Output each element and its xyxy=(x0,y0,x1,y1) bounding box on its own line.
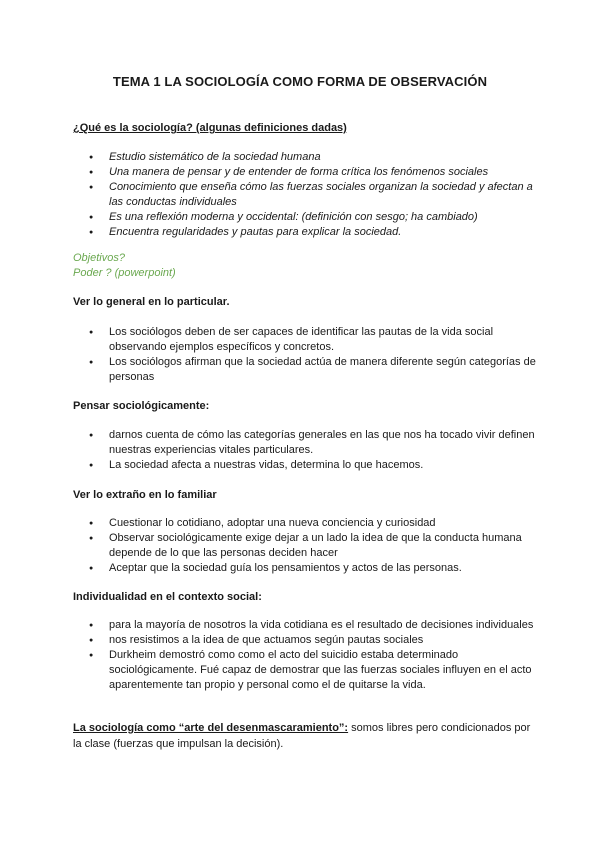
list-item: ● Los sociólogos deben de ser capaces de identificar las pautas de la vida social observando ejemplos específicos y concretos. xyxy=(73,325,543,355)
list-item: ● Encuentra regularidades y pautas para explicar la sociedad. xyxy=(73,225,543,240)
list-item: ● Es una reflexión moderna y occidental: (definición con sesgo; ha cambiado) xyxy=(73,210,543,225)
unmasking-paragraph xyxy=(73,720,533,752)
unmasking-lead: La sociología como “arte del desenmascaramiento”: xyxy=(73,722,349,734)
list-item: ● Conocimiento que enseña cómo las fuerzas sociales organizan la sociedad y afectan a las conductas individuales xyxy=(73,180,543,210)
unmasking-rest: somos libres pero condicionados por la clase (fuerzas que impulsan la decisión). xyxy=(73,722,531,750)
strange-heading: Ver lo extraño en lo familiar xyxy=(73,489,217,501)
definitions-list xyxy=(73,150,543,240)
list-item: ● para la mayoría de nosotros la vida cotidiana es el resultado de decisiones individuales xyxy=(73,618,543,633)
list-item: ● Estudio sistemático de la sociedad humana xyxy=(73,150,543,165)
individuality-heading: Individualidad en el contexto social: xyxy=(73,591,262,603)
thinking-list xyxy=(73,428,543,473)
list-item: ● Una manera de pensar y de entender de forma crítica los fenómenos sociales xyxy=(73,165,543,180)
note-objectives: Objetivos? xyxy=(73,252,125,264)
note-power: Poder ? (powerpoint) xyxy=(73,267,176,279)
page-title: TEMA 1 LA SOCIOLOGÍA COMO FORMA DE OBSERVACIÓN xyxy=(112,74,488,89)
strange-list xyxy=(73,516,543,576)
list-item: ● darnos cuenta de cómo las categorías generales en las que nos ha tocado vivir definen nuestras experiencias vitales particulares. xyxy=(73,428,543,458)
list-item: ● La sociedad afecta a nuestras vidas, determina lo que hacemos. xyxy=(73,458,543,473)
definitions-heading: ¿Qué es la sociología? (algunas definiciones dadas) xyxy=(73,122,347,134)
general-list xyxy=(73,325,543,385)
list-item: ● Cuestionar lo cotidiano, adoptar una nueva conciencia y curiosidad xyxy=(73,516,543,531)
list-item: ● Durkheim demostró como como el acto del suicidio estaba determinado sociológicamente. Fué capaz de demostrar que las fuerzas sociales influyen en el acto aparentemente tan propio y personal como el de quitarse la vida. xyxy=(73,648,543,693)
general-heading: Ver lo general en lo particular. xyxy=(73,296,230,308)
individuality-list xyxy=(73,618,543,693)
list-item: ● Los sociólogos afirman que la sociedad actúa de manera diferente según categorías de personas xyxy=(73,355,543,385)
list-item: ● nos resistimos a la idea de que actuamos según pautas sociales xyxy=(73,633,543,648)
thinking-heading: Pensar sociológicamente: xyxy=(73,400,210,412)
list-item: ● Observar sociológicamente exige dejar a un lado la idea de que la conducta humana depende de lo que las personas deciden hacer xyxy=(73,531,543,561)
list-item: ● Aceptar que la sociedad guía los pensamientos y actos de las personas. xyxy=(73,561,543,576)
